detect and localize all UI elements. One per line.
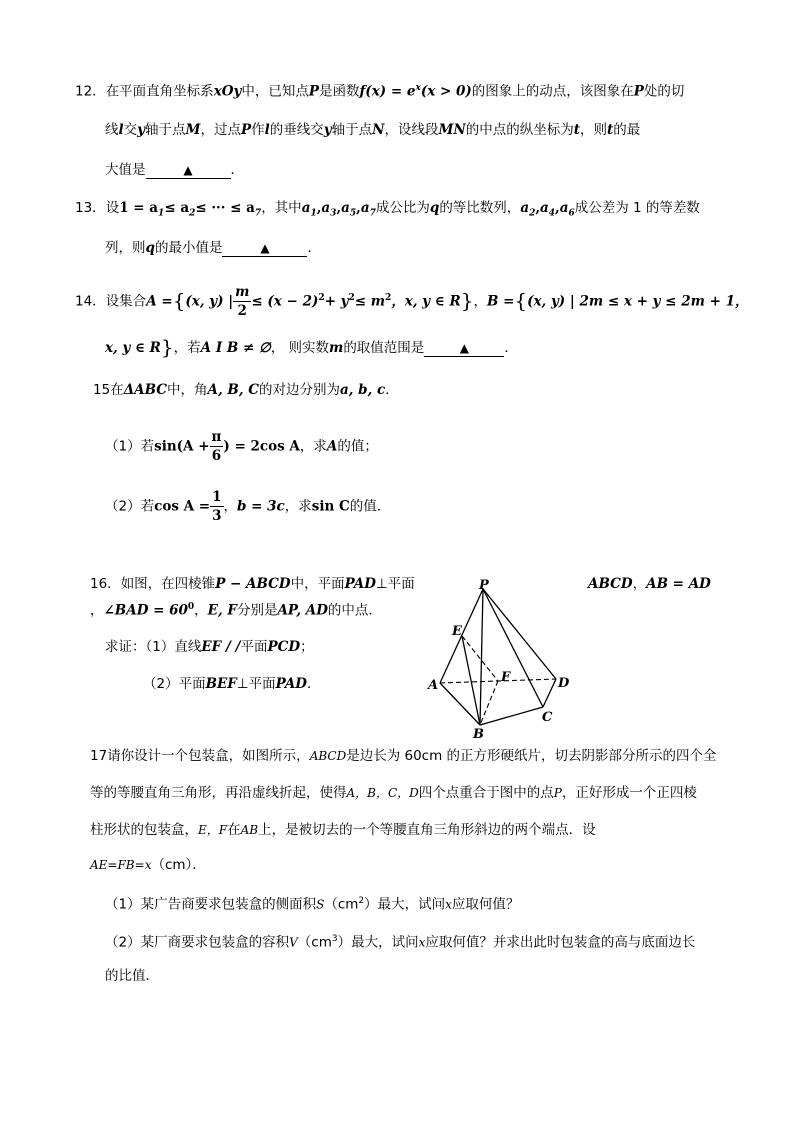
edge-CD: [543, 679, 556, 707]
q15-line1: 15在ΔABC中，角A, B, C的对边分别为a, b, c．: [93, 382, 399, 398]
q13-line1: 13．设$1 = a_1\le a_2\le$ ··· ≤ $a_7$，其中$a_1,a_3,a_5,a_7$成公比为q的等比数列，$a_2,a_4,a_6$成公差为 1 的等差数: [75, 200, 700, 219]
edge-PB: [480, 589, 483, 725]
answer-blank: ▲: [222, 240, 307, 257]
q12-line1: 12．在平面直角坐标系xOy中，已知点P是函数$f(x) = e^x(x > 0)$的图象上的动点，该图象在P处的切: [75, 83, 685, 100]
label-E: E: [452, 624, 462, 639]
label-B: B: [473, 727, 484, 740]
q12-line3: 大值是 ▲ ．: [105, 162, 244, 178]
hidden-edge-FB: [480, 681, 498, 725]
label-P: P: [479, 578, 489, 593]
label-C: C: [542, 710, 553, 725]
answer-blank: ▲: [146, 162, 231, 179]
q17-line1: 17请你设计一个包装盒，如图所示，ABCD是边长为 60cm 的正方形硬纸片，切去阴影部分所示的四个全: [90, 748, 717, 764]
q15-part1: （1）若sin(A + $\frac{\pi}{6}$ ) = 2cos A，求A的值；: [105, 429, 378, 464]
label-F: F: [501, 670, 511, 685]
q14-line2: x, y ∈ R}，若A I B ≠ ∅， 则实数m的取值范围是 ▲ ．: [105, 335, 518, 359]
q13-line2: 列，则q的最小值是 ▲ ．: [105, 240, 321, 256]
q17-line3: 柱形状的包装盒，E，F在AB上，是被切去的一个等腰直角三角形斜边的两个端点．设: [90, 822, 596, 838]
q12-line2: 线l交y轴于点M，过点P作l的垂线交y轴于点N，设线段MN的中点的纵坐标为t，则t的最: [105, 122, 641, 138]
pyramid-figure: [425, 575, 585, 740]
answer-blank: ▲: [424, 340, 504, 357]
hidden-edge-EF: [462, 636, 498, 681]
label-D: D: [558, 676, 570, 691]
q14-line1: 14．设集合A ={(x, y) | $\frac{m}{2}$ ≤ $(x - 2)^2+ y^2\le m^2$，x, y ∈ R}，B ={(x, y) | 2m ≤ x + y ≤ 2m + 1，: [75, 284, 749, 319]
q17-part1: （1）某广告商要求包装盒的侧面积$S(cm^2)$最大，试问x应取何值？: [105, 896, 520, 913]
edge-EB: [462, 636, 480, 725]
fraction-pi-over-6: $\frac{\pi}{6}$: [211, 429, 222, 464]
edge-PC: [483, 589, 543, 707]
q17-part2: （2）某厂商要求包装盒的容积$V(cm^3)$最大，试问x应取何值？并求出此时包装盒的高与底面边长: [105, 934, 696, 951]
q17-part2-line2: 的比值．: [105, 968, 159, 984]
edge-AB: [440, 683, 480, 725]
q16-prove1: 求证：（1）直线EF / /平面PCD；: [105, 639, 314, 655]
fraction-m-over-2: $\frac{m}{2}$: [235, 284, 250, 319]
q17-line4: AE=FB=x（cm）．: [90, 857, 206, 873]
edge-BC: [480, 707, 543, 725]
q17-line2: 等的等腰直角三角形，再沿虚线折起，使得A，B，C，D四个点重合于图中的点P，正好形成一个正四棱: [90, 785, 697, 801]
q16-line1: 16．如图，在四棱锥P − ABCD中，平面PAD⊥平面: [90, 576, 415, 592]
q16-prove2: （2）平面BEF⊥平面PAD．: [143, 676, 321, 692]
q16-line1-right: ABCD，AB = AD: [588, 576, 711, 592]
fraction-one-third: $\frac{1}{3}$: [212, 489, 222, 524]
label-A: A: [428, 678, 439, 693]
edge-PD: [483, 589, 556, 679]
q15-part2: （2）若cos A = $\frac{1}{3}$ ，b = 3c，求sin C的值．: [105, 489, 391, 524]
q16-line2: ，∠BAD = $60^0$，E, F分别是AP, AD的中点．: [90, 602, 382, 619]
